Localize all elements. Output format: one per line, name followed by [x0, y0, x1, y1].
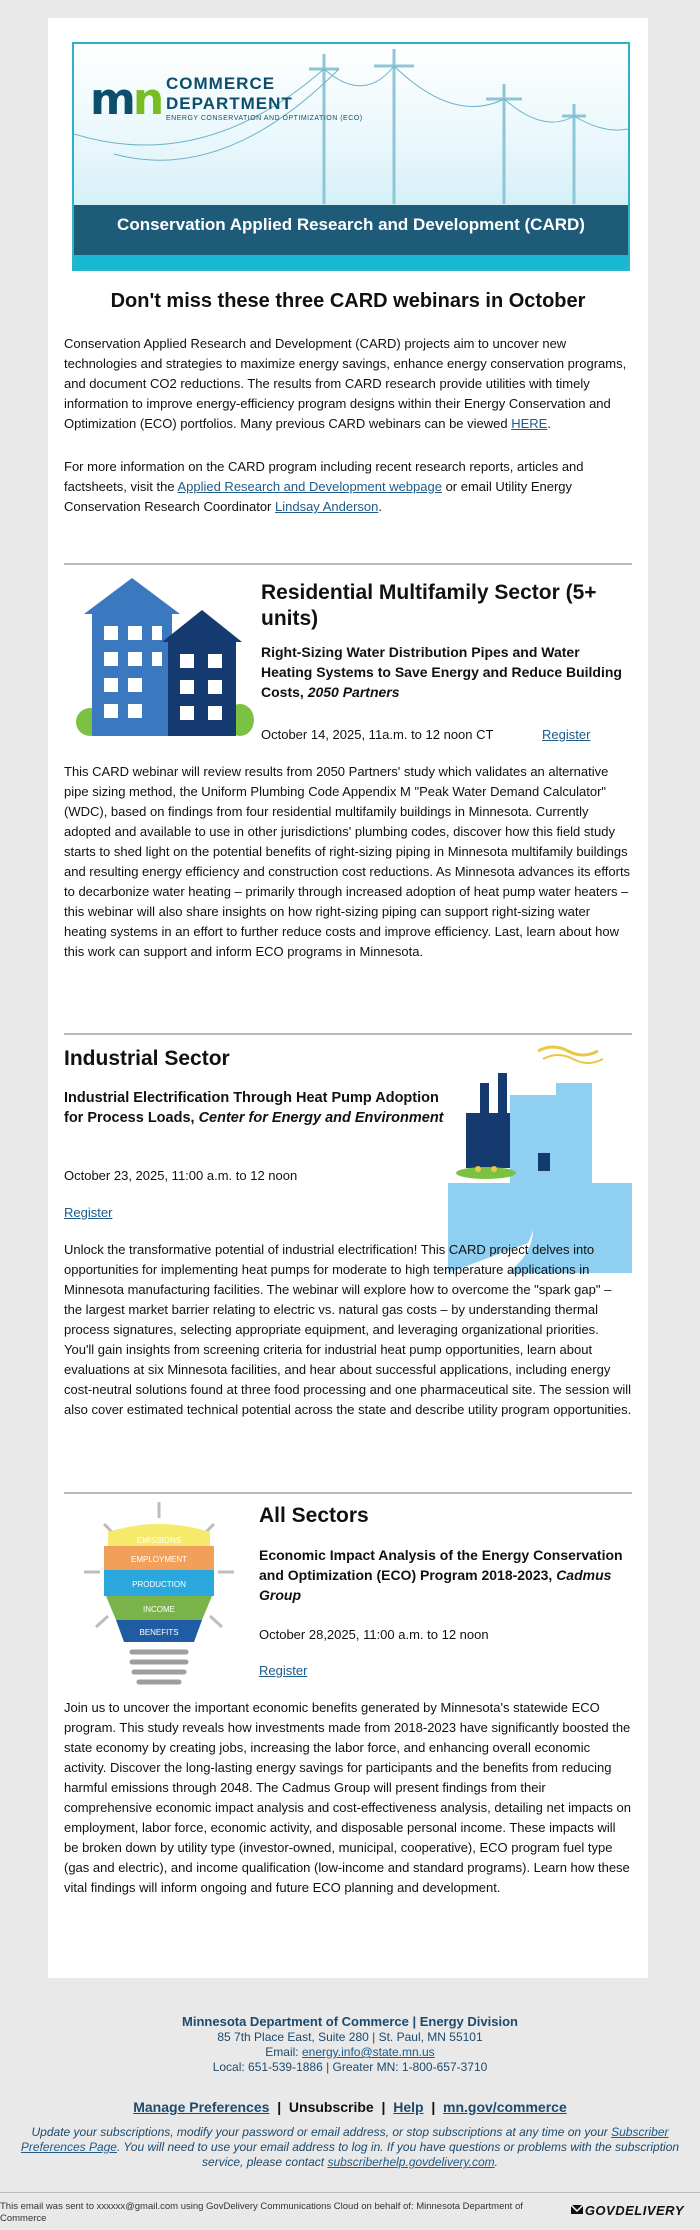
footer-email-line: Email: energy.info@state.mn.us — [265, 2045, 435, 2059]
bulb-label-emissions: EMISSIONS — [136, 1536, 182, 1545]
section-body-industrial: Unlock the transformative potential of industrial electrification! This CARD project delves into opportunities for implementing heat pumps for moderate to high temperature applications in Minnesota manufacturing facilities. The webinar will explore how to overcome the "spark gap" – the largest market barrier relating to electric vs. natural gas costs – by understanding thermal process signatures, selecting appropriate equipment, and leveraging organizational priorities. You'll gain insights from screening criteria for industrial heat pump opportunities, learn about evaluations at six Minnesota facilities, and hear about successful applications, including energy cost-neutral solutions found at three food processing and one pharmaceutical site. The session will also cover estimated technical potential across the state and describe utility program opportunities. — [64, 1242, 632, 1417]
section-title-industrial: Industrial Sector — [64, 1047, 230, 1070]
section-subtitle-multifamily: Right-Sizing Water Distribution Pipes and Water Heating Systems to Save Energy and Reduce Building Costs, 2050 Partners — [261, 644, 622, 700]
mn-logo: mn — [90, 74, 162, 125]
bulb-label-benefits: BENEFITS — [139, 1628, 179, 1637]
footer-address: 85 7th Place East, Suite 280 | St. Paul, MN 55101 — [217, 2030, 483, 2044]
section-body-multifamily: This CARD webinar will review results from 2050 Partners' study which validates an alternative pipe sizing method, the Uniform Plumbing Code Appendix M "Peak Water Demand Calculator" (WDC), based on findings from four residential multifamily buildings in Minnesota. Currently adopted and available to use in other jurisdictions' plumbing codes, discover how this field study starts to shed light on the potential benefits of right-sizing piping in Minnesota multifamily buildings and resulting energy efficiency and construction cost reductions. As Minnesota advances its efforts to decarbonize water heating – primarily through increased adoption of heat pump water heaters – this webinar will also share insights on how right-sizing piping can support right-sizing water heating systems in an effort to further reduce costs and improve efficiency. Last, learn about how this work can support and inform ECO programs in Minnesota. — [64, 764, 631, 959]
subscriber-help-link[interactable]: subscriberhelp.govdelivery.com — [327, 2155, 495, 2169]
section-subtitle-all-sectors: Economic Impact Analysis of the Energy Conservation and Optimization (ECO) Program 2018-2023, Cadmus Group — [259, 1547, 623, 1603]
coordinator-email-link[interactable]: Lindsay Anderson — [275, 499, 379, 514]
org-name-line1: COMMERCE — [166, 74, 276, 93]
header-banner — [72, 42, 630, 271]
register-link-industrial[interactable]: Register — [64, 1205, 113, 1220]
email-body-card — [48, 18, 648, 1978]
intro-paragraph-2: For more information on the CARD program including recent research reports, articles and factsheets, visit the Applied Research and Development webpage or email Utility Energy Conservation Research Coordinator Lindsay Anderson. — [64, 459, 584, 514]
section-body-all-sectors: Join us to uncover the important economic benefits generated by Minnesota's statewide ECO program. This study reveals how investments made from 2018-2023 have significantly boosted the state economy by creating jobs, increasing the labor force, and enhancing overall economic activity. Discover the long-lasting energy savings for participants and the benefits from reducing harmful emissions through 2048. The Cadmus Group will present findings from their comprehensive economic impact analysis and cost-effectiveness analysis, detailing net impacts on employment, labor force, economic activity, and disposable personal income. These impacts will be broken down by utility type (investor-owned, municipal, cooperative), ECO program fuel type (gas and electric), and income qualification (low-income and standard programs). Learn how these vital findings will inform ongoing and future ECO planning and development. — [64, 1700, 631, 1895]
subscription-note: Update your subscriptions, modify your password or email address, or stop subscriptions at any time on your Subscriber Preferences Page. You will need to use your email address to log in. If you have questions or problems with the subscription service, please contact subscriberhelp.govdelivery.com. — [20, 2125, 680, 2169]
lightbulb-benefits-icon — [84, 1502, 234, 1702]
industrial-factory-icon — [448, 1043, 632, 1273]
govdelivery-envelope-icon — [570, 2202, 584, 2216]
banner-title: Conservation Applied Research and Development (CARD) — [117, 215, 585, 234]
bulb-label-income: INCOME — [143, 1605, 175, 1614]
org-name-line2: DEPARTMENT — [166, 94, 293, 113]
bulb-label-production: PRODUCTION — [132, 1580, 186, 1589]
divider — [64, 1033, 632, 1035]
register-link-multifamily[interactable]: Register — [542, 727, 591, 742]
section-title-multifamily: Residential Multifamily Sector (5+ units) — [261, 581, 597, 630]
section-title-all-sectors: All Sectors — [259, 1504, 369, 1527]
unsubscribe-link[interactable]: Unsubscribe — [288, 2099, 374, 2115]
research-webpage-link[interactable]: Applied Research and Development webpage — [177, 479, 442, 494]
banner-accent-bar — [74, 255, 628, 269]
section-subtitle-industrial: Industrial Electrification Through Heat Pump Adoption for Process Loads, Center for Energy and Environment — [64, 1090, 444, 1126]
delivery-bar — [0, 2192, 700, 2230]
footer-email-link[interactable]: energy.info@state.mn.us — [301, 2045, 435, 2059]
webinar-date-multifamily: October 14, 2025, 11a.m. to 12 noon CT — [261, 727, 494, 742]
sent-to-note: This email was sent to xxxxxx@gmail.com using GovDelivery Communications Cloud on behalf of: Minnesota Department of Commerce — [0, 2201, 523, 2224]
banner-title-strip — [74, 205, 628, 269]
govdelivery-logo: GOVDELIVERY — [584, 2203, 684, 2218]
help-link[interactable]: Help — [393, 2099, 424, 2115]
webinar-date-industrial: October 23, 2025, 11:00 a.m. to 12 noon — [64, 1168, 298, 1183]
org-name-line3: ENERGY CONSERVATION AND OPTIMIZATION (ECO) — [166, 115, 363, 122]
footer-org: Minnesota Department of Commerce | Energy Division — [182, 2014, 518, 2029]
divider — [64, 563, 632, 565]
previous-webinars-link[interactable]: HERE — [511, 416, 548, 431]
multifamily-buildings-icon — [70, 574, 260, 740]
divider — [64, 1492, 632, 1494]
bulb-label-employment: EMPLOYMENT — [130, 1555, 188, 1564]
register-link-all-sectors[interactable]: Register — [259, 1663, 308, 1678]
intro-paragraph-1: Conservation Applied Research and Development (CARD) projects aim to uncover new technologies and strategies to maximize energy savings, enhance energy conservation programs, and document CO2 reductions. The results from CARD research provide utilities with timely information to improve energy-efficiency program designs within their Energy Conservation and Optimization (ECO) portfolios. Many previous CARD webinars can be viewed HERE. — [64, 336, 627, 431]
footer-phone: Local: 651-539-1886 | Greater MN: 1-800-657-3710 — [212, 2060, 488, 2074]
manage-preferences-link[interactable]: Manage Preferences — [133, 2099, 270, 2115]
subscriber-preferences-link[interactable]: Subscriber Preferences Page — [20, 2125, 669, 2154]
webinar-date-all-sectors: October 28,2025, 11:00 a.m. to 12 noon — [259, 1627, 489, 1642]
page-headline: Don't miss these three CARD webinars in October — [110, 290, 586, 312]
commerce-site-link[interactable]: mn.gov/commerce — [443, 2099, 567, 2115]
footer-links: Manage Preferences | Unsubscribe | Help | mn.gov/commerce — [133, 2099, 567, 2115]
